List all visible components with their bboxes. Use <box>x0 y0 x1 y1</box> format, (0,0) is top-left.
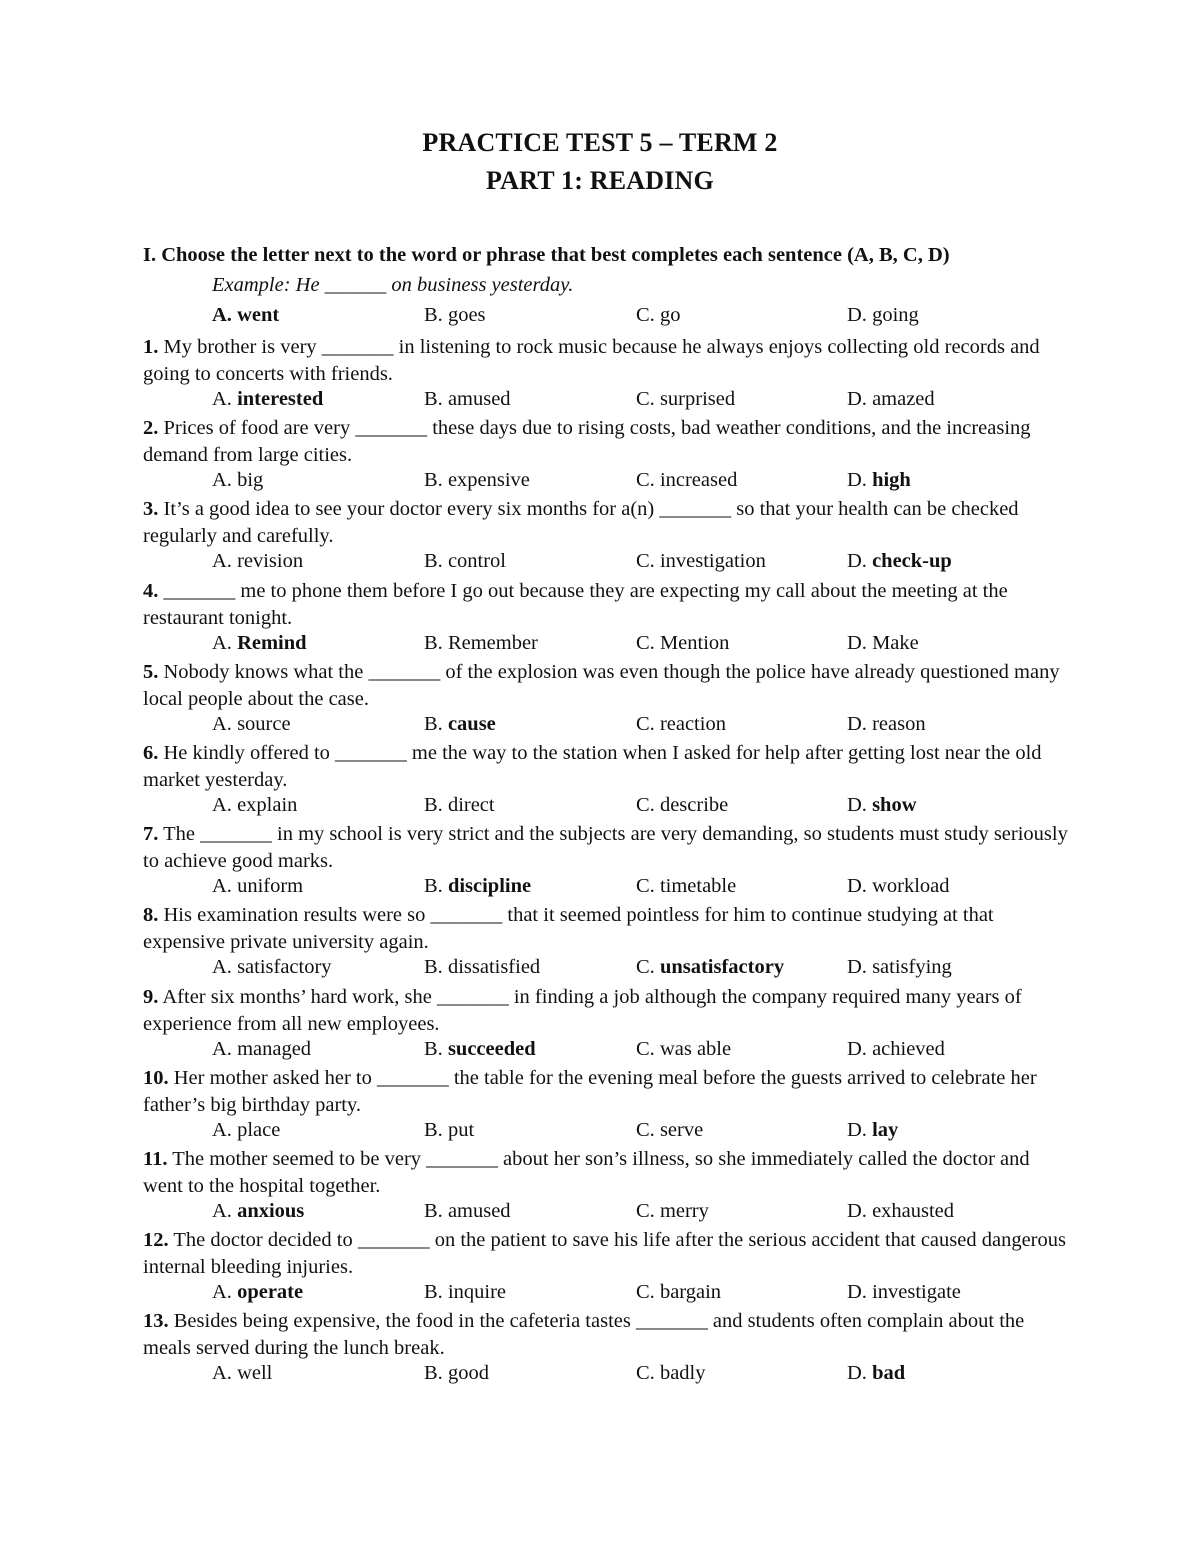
question-text: _______ me to phone them before I go out because they are expecting my call about the meeting at the restaurant tonight. <box>143 579 1008 629</box>
question-number: 6. <box>143 741 159 764</box>
option-text: dissatisfied <box>447 956 541 979</box>
option-letter: C. <box>636 388 655 410</box>
option-c <box>636 1362 705 1385</box>
example-option-c: C. go <box>636 304 681 326</box>
question-number: 4. <box>143 579 159 602</box>
option-letter: B. <box>424 1118 443 1141</box>
question-number: 13. <box>143 1310 169 1333</box>
example-options-row <box>0 304 1200 334</box>
option-c <box>636 1281 721 1304</box>
option-a <box>212 550 303 573</box>
option-text: achieved <box>872 1037 945 1060</box>
option-b <box>424 1281 506 1304</box>
option-b <box>424 1038 536 1061</box>
option-a <box>212 1281 303 1304</box>
option-letter: C. <box>636 956 655 979</box>
example-options <box>0 304 1200 331</box>
answer-options <box>0 1281 1200 1308</box>
answer-options <box>0 875 1200 902</box>
option-a <box>212 956 332 979</box>
option-text: big <box>237 469 264 492</box>
option-letter: D. <box>847 956 867 979</box>
option-d <box>847 388 935 411</box>
answer-options <box>0 956 1200 983</box>
question-number: 5. <box>143 660 159 683</box>
option-text: satisfying <box>872 956 952 979</box>
question-item <box>0 659 1200 740</box>
option-letter: B. <box>424 1281 443 1304</box>
option-b <box>424 469 530 492</box>
question-stem <box>143 1065 1073 1119</box>
option-d <box>847 1362 905 1385</box>
option-c <box>636 1200 709 1223</box>
option-d <box>847 713 926 736</box>
option-a <box>212 469 263 492</box>
question-number: 11. <box>143 1147 168 1170</box>
option-d <box>847 956 952 979</box>
question-text: It’s a good idea to see your doctor every six months for a(n) _______ so that your health can be checked regularly and carefully. <box>143 498 1019 548</box>
answer-options <box>0 1038 1200 1065</box>
option-text: succeeded <box>447 1037 536 1060</box>
question-item <box>0 415 1200 496</box>
option-letter: D. <box>847 388 867 410</box>
question-number: 3. <box>143 498 159 521</box>
option-letter: D. <box>847 631 867 654</box>
option-text: investigation <box>659 550 766 573</box>
option-a <box>212 713 291 736</box>
question-text: After six months’ hard work, she _______ in finding a job although the company required many years of experience from all new employees. <box>143 985 1022 1035</box>
question-stem <box>143 334 1073 388</box>
option-d <box>847 1200 954 1223</box>
question-stem <box>143 740 1073 794</box>
option-letter: C. <box>636 793 655 816</box>
option-c <box>636 1119 703 1142</box>
option-text: was able <box>659 1037 732 1060</box>
question-text: Nobody knows what the _______ of the explosion was even though the police have already questioned many local people about the case. <box>143 660 1060 710</box>
option-b <box>424 1119 474 1142</box>
option-letter: C. <box>636 1281 655 1304</box>
answer-options <box>0 550 1200 577</box>
option-letter: C. <box>636 469 655 492</box>
option-text: good <box>447 1362 489 1385</box>
option-text: inquire <box>447 1281 507 1304</box>
option-letter: D. <box>847 469 867 492</box>
option-a <box>212 1038 311 1061</box>
option-letter: A. <box>212 469 232 492</box>
option-letter: A. <box>212 793 232 816</box>
option-letter: D. <box>847 793 867 816</box>
question-stem <box>143 415 1073 469</box>
option-text: check-up <box>872 550 952 573</box>
option-d <box>847 550 952 573</box>
question-item <box>0 1065 1200 1146</box>
option-text: control <box>447 550 507 573</box>
option-letter: D. <box>847 875 867 898</box>
option-letter: D. <box>847 1362 867 1385</box>
option-text: bargain <box>659 1281 722 1304</box>
question-number: 8. <box>143 904 159 927</box>
option-text: discipline <box>447 875 532 898</box>
question-text: My brother is very _______ in listening to rock music because he always enjoys collecting old records and going to concerts with friends. <box>143 336 1040 385</box>
question-number: 1. <box>143 336 159 358</box>
option-letter: A. <box>212 875 232 898</box>
option-a <box>212 794 297 817</box>
option-text: amused <box>447 388 511 410</box>
option-letter: C. <box>636 1362 655 1385</box>
answer-options <box>0 713 1200 740</box>
question-item <box>0 821 1200 902</box>
option-b <box>424 388 511 411</box>
option-text: lay <box>872 1118 899 1141</box>
option-c <box>636 794 728 817</box>
option-text: Make <box>872 631 919 654</box>
option-text: reason <box>872 712 926 735</box>
option-letter: B. <box>424 1037 443 1060</box>
option-text: anxious <box>237 1199 305 1222</box>
question-number: 10. <box>143 1066 169 1089</box>
option-letter: A. <box>212 1281 232 1304</box>
option-letter: C. <box>636 1199 655 1222</box>
option-text: show <box>872 793 917 816</box>
question-stem <box>143 984 1073 1038</box>
option-letter: D. <box>847 1281 867 1304</box>
question-text: Besides being expensive, the food in the cafeteria tastes _______ and students often complain about the meals served during the lunch break. <box>143 1310 1025 1360</box>
option-letter: D. <box>847 1037 867 1060</box>
option-text: Remind <box>237 631 307 654</box>
question-stem <box>143 578 1073 632</box>
option-c <box>636 469 737 492</box>
option-letter: A. <box>212 550 232 573</box>
option-b <box>424 1200 511 1223</box>
option-text: source <box>237 712 291 735</box>
answer-options <box>0 1362 1200 1389</box>
option-text: explain <box>237 793 298 816</box>
option-b <box>424 875 531 898</box>
question-text: Prices of food are very _______ these days due to rising costs, bad weather conditions, and the increasing demand from large cities. <box>143 417 1031 467</box>
option-letter: B. <box>424 712 443 735</box>
answer-options <box>0 794 1200 821</box>
option-c <box>636 632 729 655</box>
question-text: His examination results were so _______ that it seemed pointless for him to continue studying at that expensive private university again. <box>143 904 994 954</box>
option-b <box>424 956 540 979</box>
option-a <box>212 388 323 411</box>
section-instructions: I. Choose the letter next to the word or phrase that best completes each sentence (A, B, C, D) <box>143 244 950 266</box>
option-text: high <box>872 469 911 492</box>
option-letter: B. <box>424 1199 443 1222</box>
option-letter: B. <box>424 956 443 979</box>
option-text: put <box>447 1118 475 1141</box>
question-stem <box>143 1146 1073 1200</box>
option-letter: D. <box>847 1199 867 1222</box>
option-letter: A. <box>212 1118 232 1141</box>
option-letter: A. <box>212 956 232 979</box>
question-item <box>0 578 1200 659</box>
option-text: investigate <box>872 1281 961 1304</box>
option-d <box>847 794 917 817</box>
option-letter: A. <box>212 1199 232 1222</box>
question-stem <box>143 659 1073 713</box>
option-letter: B. <box>424 388 443 410</box>
option-text: managed <box>237 1037 312 1060</box>
option-text: revision <box>237 550 304 573</box>
option-letter: D. <box>847 550 867 573</box>
option-c <box>636 713 726 736</box>
option-text: uniform <box>237 875 304 898</box>
option-letter: A. <box>212 1037 232 1060</box>
question-item <box>0 1227 1200 1308</box>
option-letter: C. <box>636 712 655 735</box>
option-letter: B. <box>424 793 443 816</box>
option-letter: D. <box>847 712 867 735</box>
option-text: Remember <box>447 631 538 654</box>
option-text: cause <box>447 712 496 735</box>
example-option-b: B. goes <box>424 304 486 326</box>
option-text: describe <box>659 793 729 816</box>
option-text: unsatisfactory <box>659 956 785 979</box>
option-b <box>424 1362 489 1385</box>
option-text: direct <box>447 793 495 816</box>
option-b <box>424 713 496 736</box>
question-number: 12. <box>143 1229 169 1252</box>
option-text: interested <box>237 388 324 410</box>
answer-options <box>0 1200 1200 1227</box>
option-c <box>636 956 784 979</box>
question-stem <box>143 1227 1073 1281</box>
option-letter: C. <box>636 875 655 898</box>
option-text: well <box>237 1362 273 1385</box>
option-text: surprised <box>659 388 736 410</box>
option-letter: B. <box>424 631 443 654</box>
option-text: exhausted <box>872 1199 955 1222</box>
answer-options <box>0 388 1200 415</box>
option-a <box>212 1200 304 1223</box>
option-text: operate <box>237 1281 304 1304</box>
option-c <box>636 875 736 898</box>
option-b <box>424 550 506 573</box>
example-sentence: Example: He ______ on business yesterday. <box>212 274 574 296</box>
option-b <box>424 794 495 817</box>
option-d <box>847 632 919 655</box>
question-item <box>0 1146 1200 1227</box>
question-item <box>0 902 1200 983</box>
question-text: The _______ in my school is very strict and the subjects are very demanding, so students must study seriously to achieve good marks. <box>143 823 1068 873</box>
question-item <box>0 334 1200 415</box>
question-number: 2. <box>143 417 159 440</box>
option-text: Mention <box>659 631 730 654</box>
question-list <box>0 304 1200 1389</box>
option-text: satisfactory <box>237 956 332 979</box>
document-title: PRACTICE TEST 5 – TERM 2 <box>422 128 778 157</box>
option-text: place <box>237 1118 281 1141</box>
answer-options <box>0 469 1200 496</box>
question-item <box>0 1308 1200 1389</box>
option-b <box>424 632 538 655</box>
question-text: He kindly offered to _______ me the way to the station when I asked for help after getting lost near the old market yesterday. <box>143 741 1042 791</box>
question-stem <box>143 496 1073 550</box>
option-letter: A. <box>212 712 232 735</box>
option-c <box>636 550 766 573</box>
question-number: 9. <box>143 985 159 1008</box>
option-text: badly <box>659 1362 706 1385</box>
option-a <box>212 1119 280 1142</box>
option-text: amazed <box>872 388 935 410</box>
question-item <box>0 984 1200 1065</box>
option-letter: B. <box>424 469 443 492</box>
option-d <box>847 1281 961 1304</box>
option-text: merry <box>659 1199 709 1222</box>
option-text: serve <box>659 1118 704 1141</box>
option-text: expensive <box>447 469 530 492</box>
option-text: timetable <box>659 875 737 898</box>
option-text: increased <box>659 469 738 492</box>
option-a <box>212 875 303 898</box>
option-text: workload <box>872 875 950 898</box>
example-option-a: A. went <box>212 304 280 326</box>
option-text: reaction <box>659 712 726 735</box>
option-letter: C. <box>636 550 655 573</box>
part-title: PART 1: READING <box>486 166 714 195</box>
option-letter: B. <box>424 550 443 573</box>
question-text: The doctor decided to _______ on the patient to save his life after the serious accident that caused dangerous internal bleeding injuries. <box>143 1229 1066 1279</box>
option-letter: C. <box>636 631 655 654</box>
question-text: The mother seemed to be very _______ about her son’s illness, so she immediately called the doctor and went to the hospital together. <box>143 1147 1030 1197</box>
question-stem <box>143 1308 1073 1362</box>
question-stem <box>143 821 1073 875</box>
option-d <box>847 1119 898 1142</box>
question-number: 7. <box>143 823 159 846</box>
option-text: amused <box>447 1199 511 1222</box>
option-a <box>212 1362 272 1385</box>
option-a <box>212 632 307 655</box>
question-text: Her mother asked her to _______ the table for the evening meal before the guests arrived to celebrate her father’s big birthday party. <box>143 1066 1037 1116</box>
option-d <box>847 1038 945 1061</box>
option-c <box>636 388 735 411</box>
option-letter: A. <box>212 1362 232 1385</box>
option-letter: A. <box>212 388 232 410</box>
option-letter: D. <box>847 1118 867 1141</box>
option-letter: A. <box>212 631 232 654</box>
answer-options <box>0 1119 1200 1146</box>
option-d <box>847 469 911 492</box>
option-letter: B. <box>424 1362 443 1385</box>
question-stem <box>143 902 1073 956</box>
option-letter: C. <box>636 1037 655 1060</box>
question-item <box>0 496 1200 577</box>
example-option-d: D. going <box>847 304 919 326</box>
answer-options <box>0 632 1200 659</box>
option-letter: C. <box>636 1118 655 1141</box>
option-c <box>636 1038 731 1061</box>
option-d <box>847 875 950 898</box>
question-item <box>0 740 1200 821</box>
option-letter: B. <box>424 875 443 898</box>
option-text: bad <box>872 1362 906 1385</box>
